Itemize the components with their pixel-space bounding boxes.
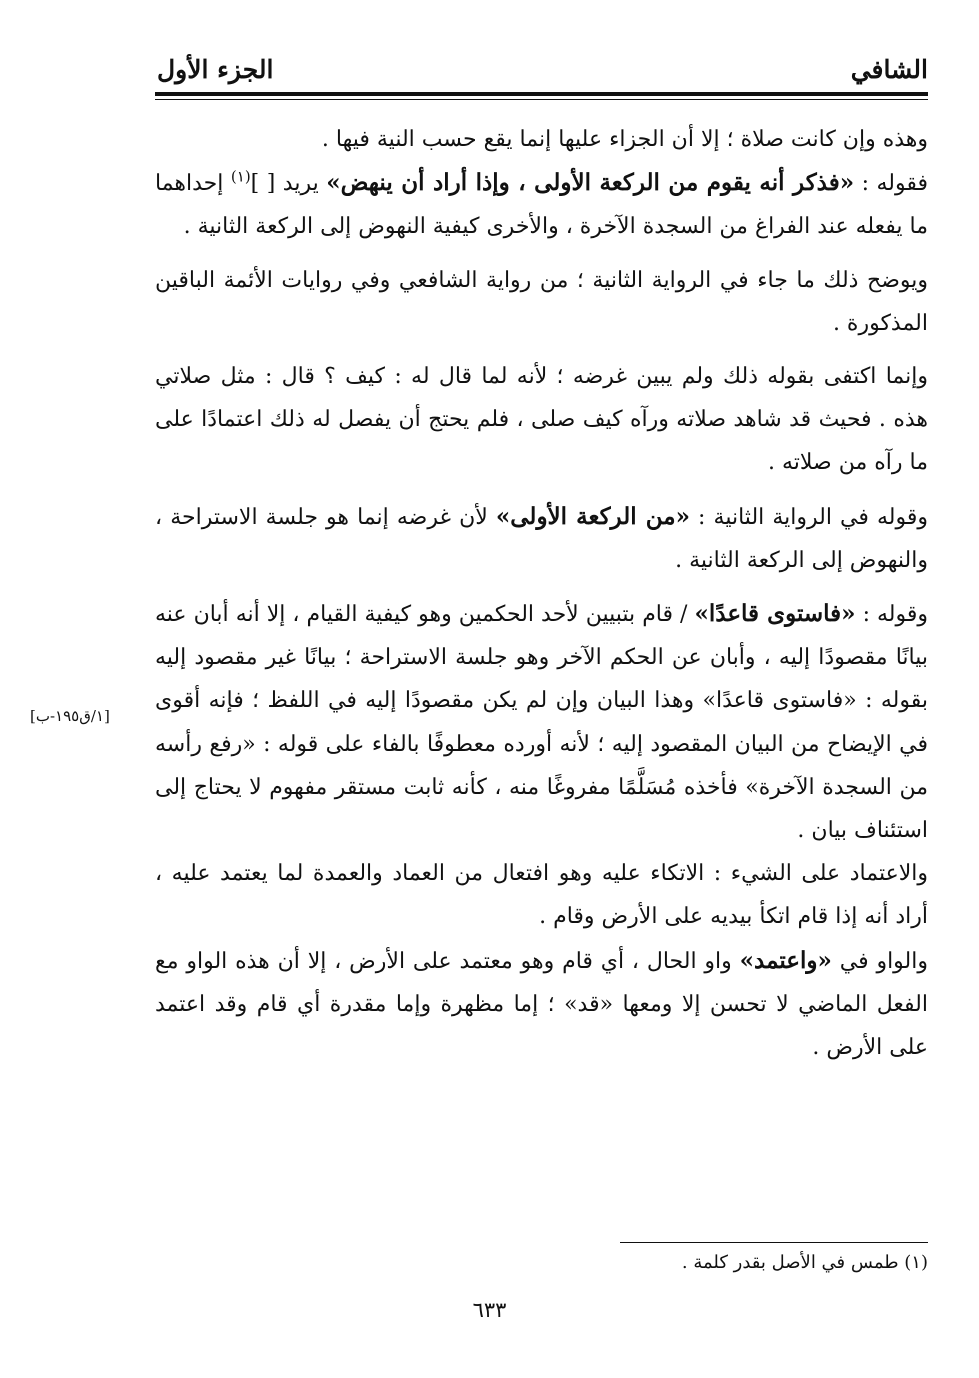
paragraph-mid: يريد [ ] <box>250 171 327 197</box>
paragraph-lead: فقوله : <box>854 171 929 197</box>
paragraph <box>155 592 928 852</box>
paragraph <box>155 161 928 248</box>
header-rule-thick <box>155 92 928 96</box>
quoted-text: «فاستوى قاعدًا» <box>694 600 856 628</box>
paragraph-lead: وقوله : <box>855 602 929 628</box>
volume-label: الجزء الأول <box>157 55 274 84</box>
paragraph: وإنما اكتفى بقوله ذلك ولم يبين غرضه ؛ لأنه لما قال له : كيف ؟ قال : مثل صلاتي هذه . فحيث قد شاهد صلاته ورآه كيف صلى ، فلم يحتج أن يفصل له ذلك اعتمادًا على ما رآه من صلاته . <box>155 364 928 476</box>
book-title: الشافي <box>850 55 928 84</box>
paragraph: وهذه وإن كانت صلاة ؛ إلا أن الجزاء عليها إنما يقع حسب النية فيها . <box>321 127 928 152</box>
paragraph: والاعتماد على الشيء : الاتكاء عليه وهو افتعال من العماد والعمدة لما يعتمد عليه ، أراد أنه إذا قام اتكأ بيديه على الأرض وقام . <box>155 861 928 930</box>
paragraph-rest: إحداهما ما يفعله عند الفراغ من السجدة الآخرة ، والأخرى كيفية النهوض إلى الركعة الثانية . <box>155 171 928 240</box>
quoted-text: «فذكر أنه يقوم من الركعة الأولى ، وإذا أراد أن ينهض» <box>326 169 855 197</box>
paragraph <box>155 495 928 582</box>
footnote-reference: (١) <box>230 167 251 186</box>
paragraph-rest: واو الحال ، أي قام وهو معتمد على الأرض ، إلا أن هذه الواو مع الفعل الماضي لا تحسن إلا ومعها «قد» ؛ إما مظهرة وإما مقدرة أي قام وقد اعتمد على الأرض . <box>155 948 928 1061</box>
footnote: (١) طمس في الأصل بقدر كلمة . <box>681 1252 928 1273</box>
paragraph-lead: وقوله في الرواية الثانية : <box>689 504 929 530</box>
running-header <box>155 55 928 91</box>
main-text <box>155 118 928 1069</box>
manuscript-folio-note: [١/ق١٩٥-ب] <box>30 707 110 725</box>
quoted-text: «من الركعة الأولى» <box>495 502 690 530</box>
quoted-text: «واعتمد» <box>739 946 832 974</box>
header-rule-thin <box>155 99 928 100</box>
paragraph-rest: / قام بتبيين لأحد الحكمين وهو كيفية القيام ، إلا أنه أبان عنه بيانًا مقصودًا إليه ، وأبان عن الحكم الآخر وهو جلسة الاستراحة ؛ بيانًا غير مقصود إليه بقوله : «فاستوى قاعدًا» وهذا البيان وإن لم يكن مقصودًا إليه في اللفظ ؛ فإنه أقوى في الإيضاح من البيان المقصود إليه ؛ لأنه أورده معطوفًا بالفاء على قوله : «رفع رأسه من السجدة الآخرة» فأخذه مُسَلَّمًا مفروغًا منه ، كأنه ثابت مستقر مفهوم لا يحتاج إلى استئناف بيان . <box>155 602 928 844</box>
footnote-separator <box>620 1242 928 1243</box>
paragraph: ويوضح ذلك ما جاء في الرواية الثانية ؛ من رواية الشافعي وفي روايات الأئمة الباقين المذكورة . <box>155 267 928 336</box>
paragraph <box>155 939 928 1070</box>
paragraph-lead: والواو في <box>831 948 928 974</box>
page-number: ٦٣٣ <box>472 1298 507 1322</box>
paragraph-rest: لأن غرضه إنما هو جلسة الاستراحة ، والنهوض إلى الركعة الثانية . <box>155 504 928 573</box>
